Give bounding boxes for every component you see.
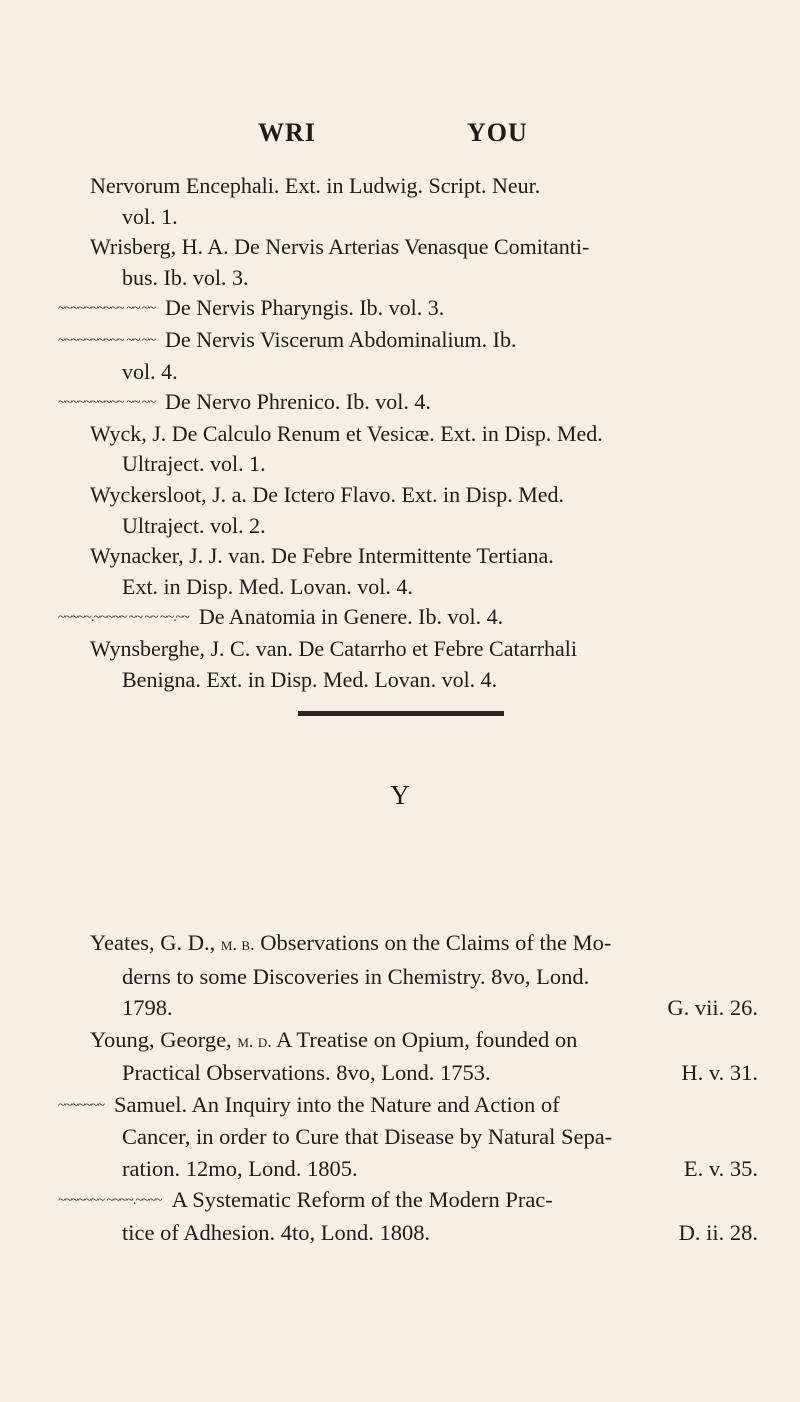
list-item: ~~~~~.~~~~~ ~~ ~~ ~~.~~ De Anatomia in Genere. Ib. vol. 4. <box>90 602 758 634</box>
entries-top <box>58 171 758 695</box>
ditto-mark: ~~~~~~~~~~ ~~ ~~ <box>58 301 156 317</box>
ditto-mark: ~~~~~.~~~~~ ~~ ~~ ~~.~~ <box>58 610 189 626</box>
list-item: ~~~~~~~ Samuel. An Inquiry into the Nature and Action of Cancer, in order to Cure that Disease by Natural Sepa- ration. 12mo, Lond. 1805. E. v. 35. <box>90 1089 758 1185</box>
list-item: Wyckersloot, J. a. De Ictero Flavo. Ext. in Disp. Med. Ultraject. vol. 2. <box>90 481 565 538</box>
section-divider <box>298 711 504 716</box>
list-item: ~~~~~~~~~~ ~~ ~~ De Nervis Pharyngis. Ib. vol. 3. <box>90 293 758 325</box>
shelf-reference: H. v. 31. <box>681 1060 758 1085</box>
list-item: Wynacker, J. J. van. De Febre Intermittente Tertiana. Ext. in Disp. Med. Lovan. vol. 4. <box>90 543 554 599</box>
header-right: YOU <box>467 118 528 147</box>
header-left: WRI <box>258 118 316 147</box>
ditto-mark: ~~~~~~~~~~ ~~ ~~ <box>58 332 156 348</box>
list-item: Nervorum Encephali. Ext. in Ludwig. Script. Neur. vol. 1. <box>90 173 541 229</box>
section-letter: Y <box>390 780 410 810</box>
ditto-mark: ~~~~~~~ ~~~~.~~~~ <box>58 1193 162 1208</box>
ditto-mark: ~~~~~~~ <box>58 1097 105 1113</box>
list-item: Yeates, G. D., m. b. Observations on the Claims of the Mo- derns to some Discoveries in Chemistry. 8vo, Lond. 1798. G. vii. 26. <box>90 927 758 1024</box>
list-item: ~~~~~~~~~~ ~~ ~~ De Nervo Phrenico. Ib. vol. 4. <box>90 387 758 419</box>
list-item: Young, George, m. d. A Treatise on Opium, founded on Practical Observations. 8vo, Lond. 1753. H. v. 31. <box>90 1024 758 1089</box>
entries-bottom <box>58 927 758 1248</box>
list-item: ~~~~~~~ ~~~~.~~~~ A Systematic Reform of the Modern Prac- tice of Adhesion. 4to, Lond. 1808. D. ii. 28. <box>90 1184 758 1248</box>
shelf-reference: G. vii. 26. <box>667 995 758 1020</box>
list-item: Wrisberg, H. A. De Nervis Arterias Venasque Comitanti- bus. Ib. vol. 3. <box>90 234 590 290</box>
list-item: Wynsberghe, J. C. van. De Catarrho et Febre Catarrhali Benigna. Ext. in Disp. Med. Lovan. vol. 4. <box>90 635 578 692</box>
list-item: ~~~~~~~~~~ ~~ ~~ De Nervis Viscerum Abdominalium. Ib. vol. 4. <box>58 326 517 384</box>
shelf-reference: E. v. 35. <box>683 1155 758 1181</box>
ditto-mark: ~~~~~~~~~~ ~~ ~~ <box>58 395 156 411</box>
list-item: Wyck, J. De Calculo Renum et Vesicæ. Ext. in Disp. Med. Ultraject. vol. 1. <box>90 420 603 477</box>
shelf-reference: D. ii. 28. <box>678 1219 758 1245</box>
running-header <box>0 118 800 158</box>
